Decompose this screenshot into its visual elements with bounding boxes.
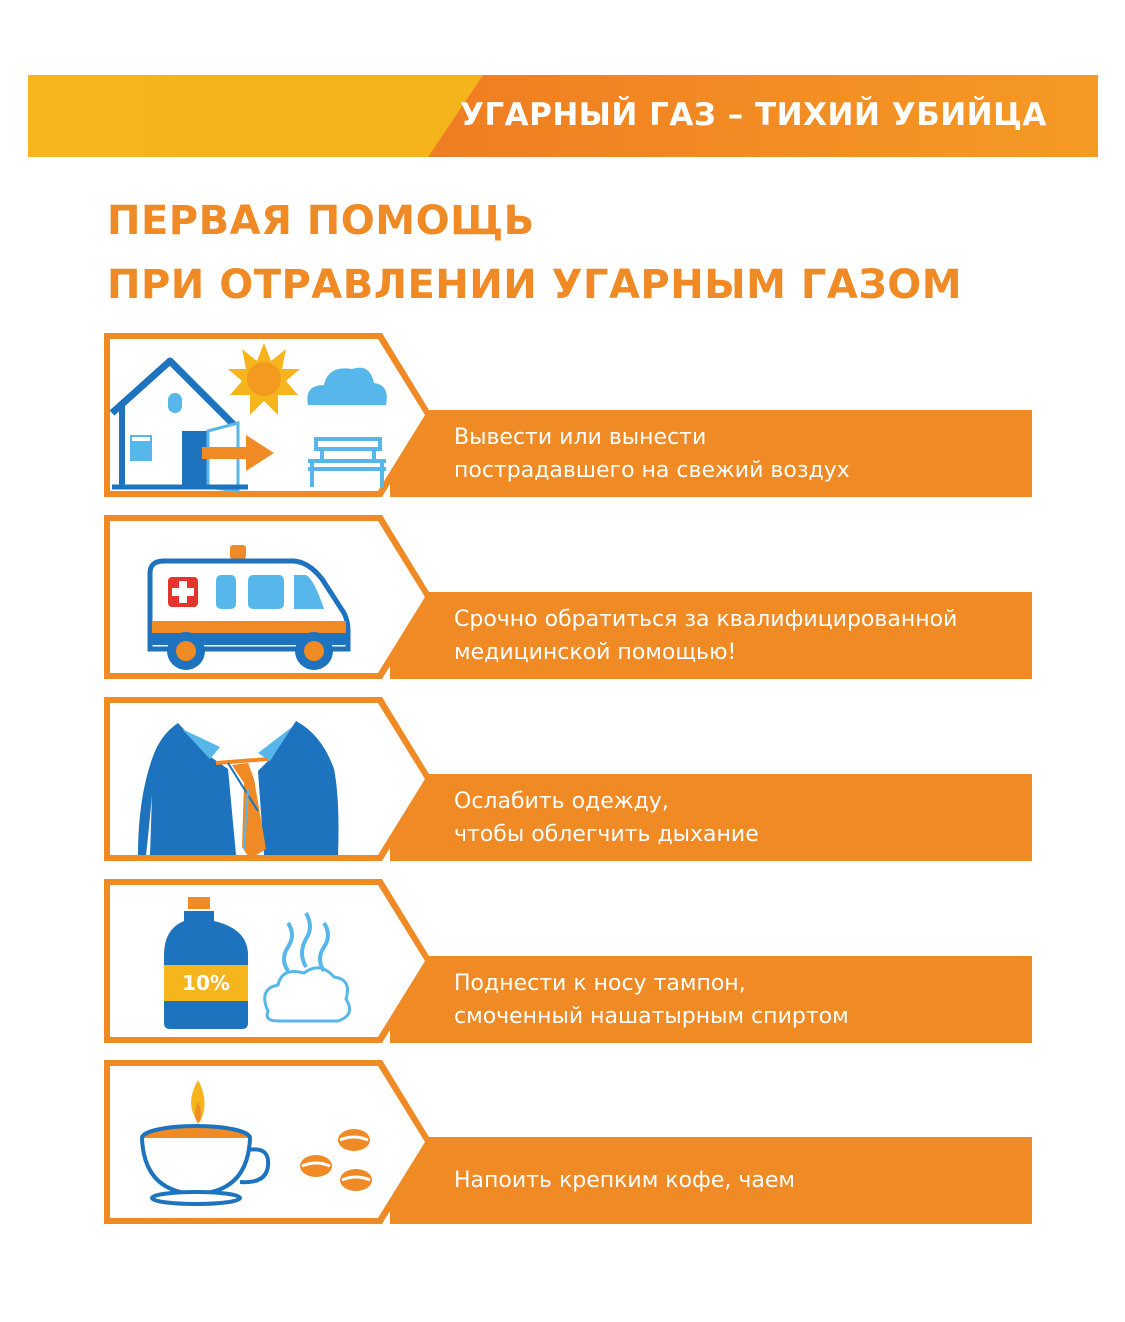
step-text-line: Ослабить одежду, [454, 789, 669, 814]
step-text [454, 1164, 795, 1197]
page-title-line-1: ПЕРВАЯ ПОМОЩЬ [107, 198, 535, 244]
ammonia-bottle-icon [108, 881, 398, 1041]
step-loosen-clothing [0, 697, 1125, 861]
step-ammonia [0, 879, 1125, 1043]
banner-title: УГАРНЫЙ ГАЗ – ТИХИЙ УБИЙЦА [460, 97, 1047, 133]
step-text [454, 785, 759, 851]
step-text-line: Вывести или вынести [454, 425, 707, 450]
page-title-line-2: ПРИ ОТРАВЛЕНИИ УГАРНЫМ ГАЗОМ [107, 262, 963, 308]
step-text-line: Срочно обратиться за квалифицированной [454, 607, 958, 632]
step-text-line: пострадавшего на свежий воздух [454, 458, 850, 483]
coffee-cup-icon [108, 1062, 398, 1222]
step-text-line: медицинской помощью! [454, 640, 737, 665]
loosen-clothing-icon [108, 699, 398, 859]
ambulance-icon [108, 517, 398, 677]
step-ambulance [0, 515, 1125, 679]
step-text [454, 421, 850, 487]
step-text-line: Напоить крепким кофе, чаем [454, 1168, 795, 1193]
step-text [454, 967, 849, 1033]
house-fresh-air-icon [108, 335, 398, 495]
step-text-line: смоченный нашатырным спиртом [454, 1004, 849, 1029]
step-coffee [0, 1060, 1125, 1224]
step-text-line: Поднести к носу тампон, [454, 971, 746, 996]
bottle-label: 10% [182, 971, 230, 995]
step-fresh-air [0, 333, 1125, 497]
step-text [454, 603, 957, 669]
step-text-line: чтобы облегчить дыхание [454, 822, 759, 847]
